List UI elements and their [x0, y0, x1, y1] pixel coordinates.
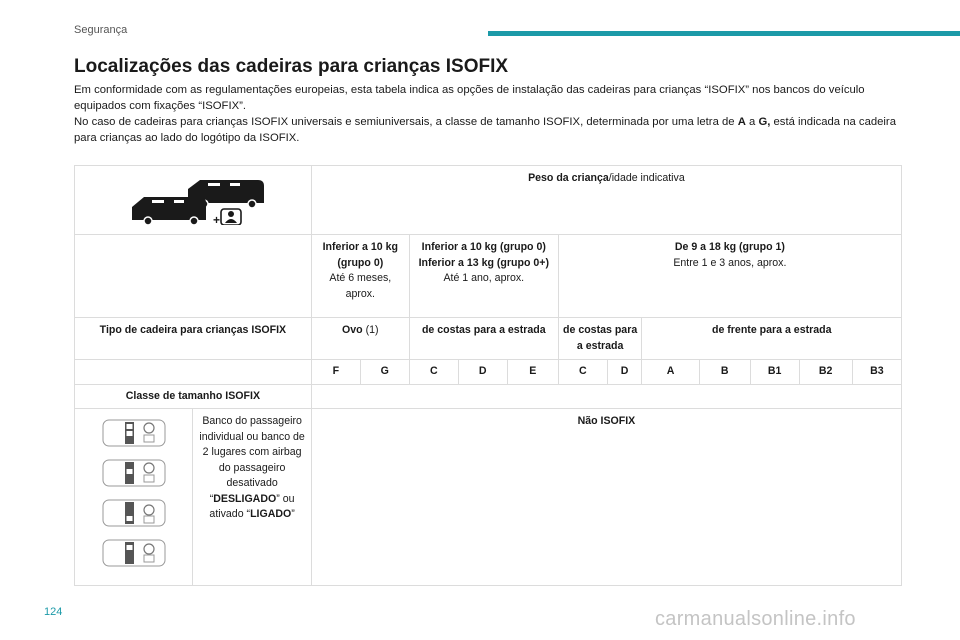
size-class: C	[409, 360, 458, 385]
type-rear-facing-2: de costas para a estrada	[558, 318, 642, 360]
page-number: 124	[44, 606, 63, 618]
seat-diagrams-cell	[75, 409, 193, 586]
header-accent-bar	[488, 31, 960, 36]
intro-paragraph-1: Em conformidade com as regulamentações europeias, esta tabela indica as opções de instalação das cadeiras para crianças “ISOFIX” nos bancos do veículo equipados com fixações “ISOFIX”.	[74, 84, 865, 112]
size-class: F	[311, 360, 360, 385]
type-forward-facing: de frente para a estrada	[642, 318, 902, 360]
page-title: Localizações das cadeiras para crianças ISOFIX	[74, 56, 509, 77]
intro-text	[74, 82, 904, 146]
type-rear-facing-1: de costas para a estrada	[409, 318, 558, 360]
size-class: B	[699, 360, 750, 385]
seat-layout-icon	[101, 496, 167, 530]
svg-text:+: +	[212, 213, 220, 225]
seat-layout-icon	[101, 416, 167, 450]
section-label: Segurança	[74, 24, 128, 36]
size-class: D	[458, 360, 507, 385]
size-class: E	[507, 360, 558, 385]
not-isofix-cell: Não ISOFIX	[311, 409, 901, 586]
size-class-label: Classe de tamanho ISOFIX	[75, 384, 312, 409]
seat-layout-icon	[101, 536, 167, 570]
size-class: B1	[750, 360, 799, 385]
size-class: A	[642, 360, 699, 385]
seat-type-label: Tipo de cadeira para crianças ISOFIX	[75, 318, 312, 360]
seat-layout-icon	[101, 456, 167, 490]
vehicle-icons-cell	[75, 166, 312, 235]
group-1-cell: De 9 a 18 kg (grupo 1) Entre 1 e 3 anos, aprox.	[558, 235, 901, 318]
size-class: G	[360, 360, 409, 385]
seat-description: Banco do passageiro individual ou banco de 2 lugares com airbag do passageiro desativado “DESLIGADO” ou ativado “LIGADO”	[193, 409, 311, 586]
weight-header: Peso da criança/idade indicativa	[311, 166, 901, 235]
vehicles-icon	[118, 173, 268, 225]
size-class: D	[607, 360, 642, 385]
group-0-cell: Inferior a 10 kg (grupo 0) Até 6 meses, aprox.	[311, 235, 409, 318]
intro-paragraph-2: No caso de cadeiras para crianças ISOFIX universais e semiuniversais, a classe de tamanho ISOFIX, determinada por uma letra de A a G, está indicada na cadeira para crianças ao lado do logótipo da ISOFIX.	[74, 116, 896, 144]
size-class: B2	[799, 360, 852, 385]
size-class: C	[558, 360, 607, 385]
size-class: B3	[852, 360, 901, 385]
type-egg: Ovo (1)	[311, 318, 409, 360]
watermark: carmanualsonline.info	[655, 608, 856, 630]
group-0plus-cell: Inferior a 10 kg (grupo 0) Inferior a 13 kg (grupo 0+) Até 1 ano, aprox.	[409, 235, 558, 318]
isofix-table	[74, 165, 902, 586]
